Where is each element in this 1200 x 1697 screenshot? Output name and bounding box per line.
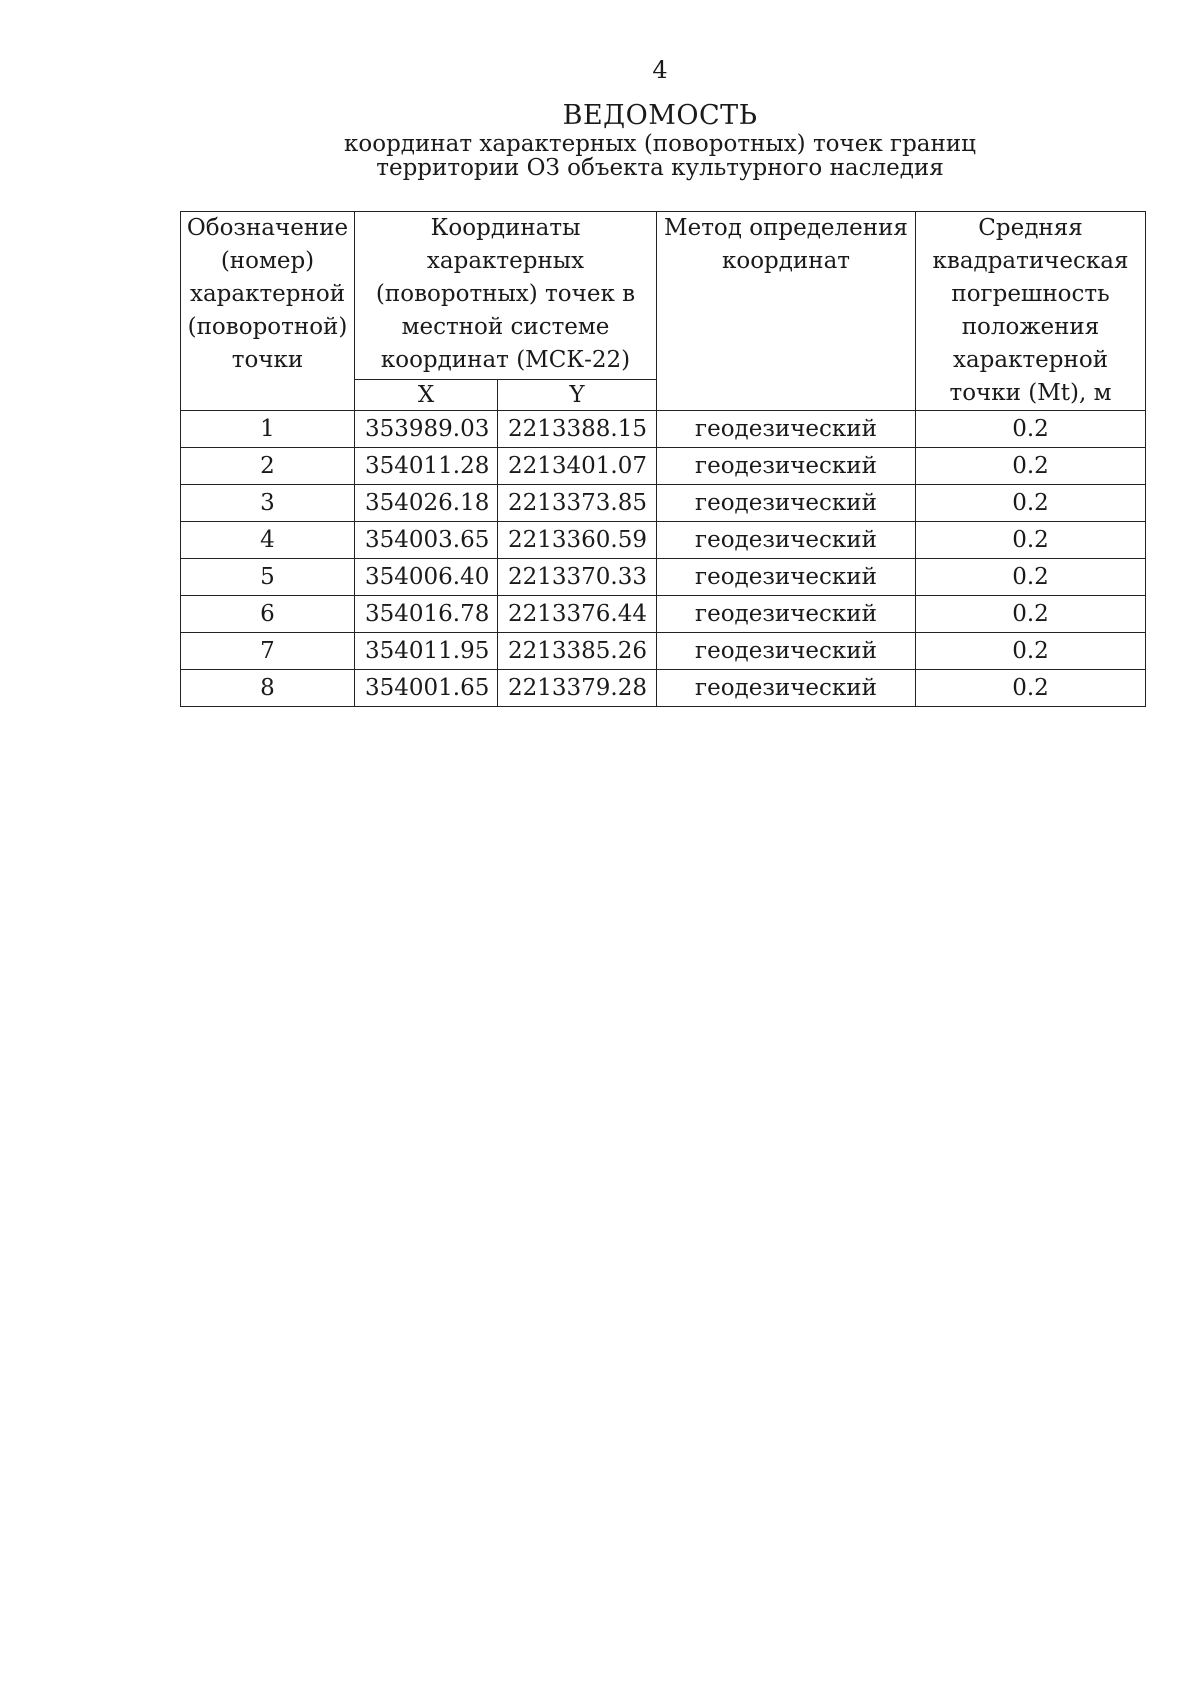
table-header-row [181, 212, 1146, 380]
cell-method: геодезический [657, 411, 916, 448]
cell-point-number: 3 [181, 485, 355, 522]
cell-point-number: 4 [181, 522, 355, 559]
table-row [181, 596, 1146, 633]
coordinates-table [180, 211, 1146, 707]
cell-y: 2213376.44 [498, 596, 657, 633]
cell-mt: 0.2 [916, 522, 1146, 559]
cell-method: геодезический [657, 596, 916, 633]
table-row [181, 522, 1146, 559]
table-row [181, 633, 1146, 670]
document-title: ВЕДОМОСТЬ [562, 100, 758, 131]
cell-y: 2213373.85 [498, 485, 657, 522]
cell-mt: 0.2 [916, 485, 1146, 522]
table-row [181, 411, 1146, 448]
title-block [0, 100, 1200, 180]
cell-x: 353989.03 [355, 411, 498, 448]
header-y: Y [498, 380, 657, 411]
table-row [181, 559, 1146, 596]
cell-y: 2213401.07 [498, 448, 657, 485]
cell-mt: 0.2 [916, 411, 1146, 448]
cell-point-number: 8 [181, 670, 355, 707]
cell-y: 2213379.28 [498, 670, 657, 707]
cell-y: 2213388.15 [498, 411, 657, 448]
cell-mt: 0.2 [916, 448, 1146, 485]
cell-mt: 0.2 [916, 559, 1146, 596]
cell-mt: 0.2 [916, 670, 1146, 707]
header-error: Средняя квадратическая погрешность положения характерной точки (Mt), м [916, 212, 1146, 411]
cell-point-number: 7 [181, 633, 355, 670]
header-designation: Обозначение (номер) характерной (поворотной) точки [181, 212, 355, 411]
cell-x: 354001.65 [355, 670, 498, 707]
cell-mt: 0.2 [916, 596, 1146, 633]
header-method: Метод определения координат [657, 212, 916, 411]
document-subtitle-line-1: координат характерных (поворотных) точек границ [344, 131, 976, 157]
cell-mt: 0.2 [916, 633, 1146, 670]
cell-method: геодезический [657, 522, 916, 559]
header-x: X [355, 380, 498, 411]
cell-x: 354006.40 [355, 559, 498, 596]
cell-method: геодезический [657, 485, 916, 522]
cell-y: 2213385.26 [498, 633, 657, 670]
cell-point-number: 5 [181, 559, 355, 596]
header-coordinates: Координаты характерных (поворотных) точек в местной системе координат (МСК-22) [355, 212, 657, 380]
cell-point-number: 2 [181, 448, 355, 485]
cell-y: 2213370.33 [498, 559, 657, 596]
cell-x: 354016.78 [355, 596, 498, 633]
cell-x: 354011.28 [355, 448, 498, 485]
cell-point-number: 6 [181, 596, 355, 633]
cell-point-number: 1 [181, 411, 355, 448]
cell-y: 2213360.59 [498, 522, 657, 559]
cell-x: 354003.65 [355, 522, 498, 559]
cell-x: 354026.18 [355, 485, 498, 522]
cell-method: геодезический [657, 448, 916, 485]
cell-method: геодезический [657, 670, 916, 707]
page-number: 4 [652, 56, 668, 84]
table-row [181, 485, 1146, 522]
table-row [181, 448, 1146, 485]
cell-method: геодезический [657, 633, 916, 670]
cell-method: геодезический [657, 559, 916, 596]
table-row [181, 670, 1146, 707]
cell-x: 354011.95 [355, 633, 498, 670]
document-subtitle-line-2: территории ОЗ объекта культурного наследия [376, 155, 944, 181]
